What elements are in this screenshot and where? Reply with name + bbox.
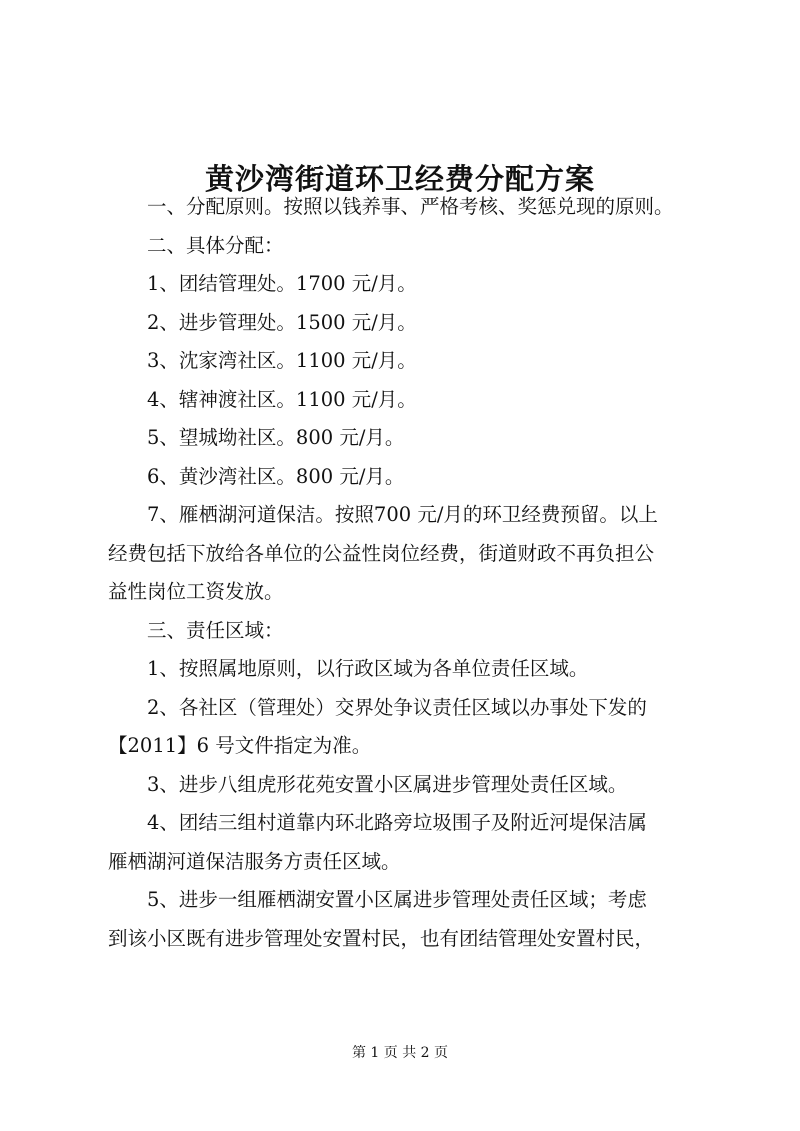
page-footer: 第 1 页 共 2 页 [351,1045,449,1061]
paragraph-line: 【2011】6 号文件指定为准。 [108,734,372,757]
paragraph [108,265,718,304]
paragraph [108,342,718,381]
paragraph [108,881,718,958]
paragraph-line: 3、进步八组虎形花苑安置小区属进步管理处责任区域。 [147,772,628,796]
paragraph [108,304,718,343]
paragraph-line: 6、黄沙湾社区。800 元/月。 [147,464,405,488]
paragraph-line: 一、分配原则。按照以钱养事、严格考核、奖惩兑现的原则。 [147,195,674,218]
paragraph [108,650,718,689]
paragraph [108,381,718,420]
paragraph-line: 三、责任区域： [147,618,284,642]
paragraph-line: 2、各社区（管理处）交界处争议责任区域以办事处下发的 [147,695,647,719]
paragraph [108,496,718,612]
document-body [108,188,718,958]
paragraph-line: 2、进步管理处。1500 元/月。 [147,310,417,334]
paragraph [108,458,718,497]
paragraph [108,612,718,651]
paragraph-line: 到该小区既有进步管理处安置村民，也有团结管理处安置村民， [108,926,655,950]
paragraph [108,188,718,227]
paragraph-line: 4、团结三组村道靠内环北路旁垃圾围子及附近河堤保洁属 [147,811,647,834]
paragraph [108,227,718,266]
paragraph-line: 1、按照属地原则，以行政区域为各单位责任区域。 [147,657,589,680]
paragraph-line: 1、团结管理处。1700 元/月。 [147,272,417,295]
paragraph-line: 4、辖神渡社区。1100 元/月。 [147,387,417,411]
paragraph [108,689,718,766]
paragraph-line: 二、具体分配： [147,233,284,257]
document-title: 黄沙湾街道环卫经费分配方案 [204,162,595,197]
paragraph-line: 5、进步一组雁栖湖安置小区属进步管理处责任区域；考虑 [147,888,647,911]
paragraph-line: 益性岗位工资发放。 [108,580,284,603]
paragraph-line: 7、雁栖湖河道保洁。按照700 元/月的环卫经费预留。以上 [147,503,658,526]
paragraph-line: 雁栖湖河道保洁服务方责任区域。 [108,849,401,873]
paragraph [108,804,718,881]
paragraph-line: 经费包括下放给各单位的公益性岗位经费，街道财政不再负担公 [108,541,655,565]
paragraph [108,766,718,805]
paragraph-line: 3、沈家湾社区。1100 元/月。 [147,349,417,372]
paragraph-line: 5、望城坳社区。800 元/月。 [147,426,405,449]
paragraph [108,419,718,458]
